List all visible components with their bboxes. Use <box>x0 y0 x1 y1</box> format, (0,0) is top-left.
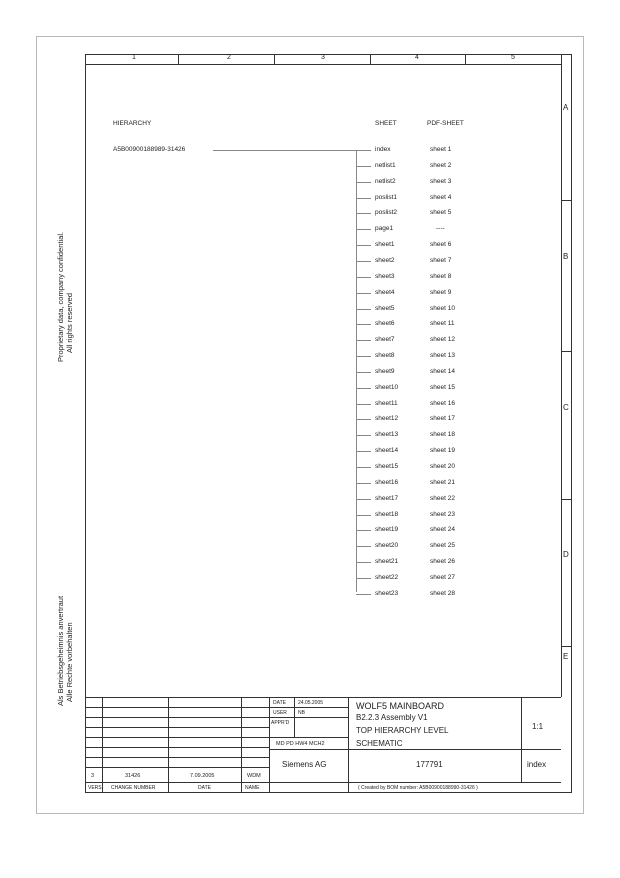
branch-line <box>356 356 371 357</box>
branch-line <box>356 213 371 214</box>
drawing-frame <box>85 54 572 793</box>
pdf-sheet-entry: sheet 27 <box>430 573 455 581</box>
column-header <box>86 55 561 65</box>
title-line-3: TOP HIERARCHY LEVEL <box>356 726 449 735</box>
column-divider <box>274 55 275 64</box>
branch-line <box>356 515 371 516</box>
branch-line <box>356 324 371 325</box>
rule <box>269 717 348 718</box>
branch-line <box>356 182 371 183</box>
column-divider <box>465 55 466 64</box>
branch-line <box>356 594 371 595</box>
label-change-number: CHANGE NUMBER <box>111 785 156 791</box>
sheet-entry-name: sheet21 <box>375 558 399 566</box>
hierarchy-heading: HIERARCHY <box>113 120 152 127</box>
branch-line <box>356 404 371 405</box>
row-b: B <box>563 252 569 261</box>
branch-line <box>356 261 371 262</box>
sheet-entry-name: sheet17 <box>375 494 399 502</box>
row-divider <box>561 351 572 352</box>
drawing-user: NB <box>298 710 305 716</box>
column-3: 3 <box>321 54 325 61</box>
branch-line <box>356 483 371 484</box>
rule <box>168 697 169 793</box>
label-user-field: USER <box>273 710 287 716</box>
sheet-entry-name: sheet3 <box>375 272 395 280</box>
column-4: 4 <box>415 54 419 61</box>
drawing-date: 24.05.2005 <box>298 700 324 706</box>
branch-line <box>356 277 371 278</box>
row-d: D <box>563 550 569 559</box>
row-divider <box>561 499 572 500</box>
pdf-sheet-entry: sheet 24 <box>430 526 455 534</box>
branch-line <box>356 340 371 341</box>
pdf-sheet-entry: sheet 16 <box>430 399 455 407</box>
label-approved-field: APPR'D <box>271 720 290 726</box>
drawing-number: 177791 <box>416 760 443 769</box>
rule <box>269 697 270 793</box>
sheet-entry-name: sheet4 <box>375 288 395 296</box>
scale: 1:1 <box>532 722 544 731</box>
company-name: Siemens AG <box>282 760 327 769</box>
pdf-sheet-entry: sheet 12 <box>430 336 455 344</box>
branch-line <box>356 388 371 389</box>
pdf-sheet-entry: sheet 26 <box>430 558 455 566</box>
pdf-sheet-entry: sheet 11 <box>430 320 455 328</box>
pdf-sheet-entry: sheet 15 <box>430 383 455 391</box>
sheet-entry-name: sheet1 <box>375 241 395 249</box>
pdf-sheet-entry: sheet 10 <box>430 304 455 312</box>
branch-line <box>356 435 371 436</box>
sheet-entry-name: sheet18 <box>375 510 399 518</box>
root-part-number: A5B00900188989-31426 <box>113 146 186 153</box>
branch-line <box>356 546 371 547</box>
rule <box>269 707 348 708</box>
row-c: C <box>563 403 569 412</box>
label-vers: VERS. <box>88 785 104 791</box>
title-line-4: SCHEMATIC <box>356 739 403 748</box>
sheet-entry-name: sheet20 <box>375 542 399 550</box>
sheet-entry-name: poslist1 <box>375 193 398 201</box>
sheet-heading: SHEET <box>375 120 397 127</box>
pdf-sheet-entry: sheet 23 <box>430 510 455 518</box>
rule <box>269 737 348 738</box>
sheet-entry-name: sheet16 <box>375 478 399 486</box>
sheet-entry-name: sheet13 <box>375 431 399 439</box>
row-divider <box>561 646 572 647</box>
rule <box>102 697 103 793</box>
row-e: E <box>563 652 569 661</box>
pdf-sheet-entry: sheet 17 <box>430 415 455 423</box>
german-notice <box>56 596 74 706</box>
pdf-sheet-entry: sheet 28 <box>430 589 455 597</box>
sheet-entry-name: index <box>375 146 391 153</box>
rule <box>269 749 561 750</box>
revision-change-number: 31426 <box>125 773 141 779</box>
branch-line <box>356 293 371 294</box>
title-line-2: B2.2.3 Assembly V1 <box>356 713 428 722</box>
sheet-entry-name: sheet12 <box>375 415 399 423</box>
column-1: 1 <box>132 54 136 61</box>
rule <box>241 697 242 793</box>
rule <box>294 697 295 737</box>
department-code: MD PD HW4 MCH2 <box>276 741 325 747</box>
pdf-sheet-entry: ---- <box>436 225 445 233</box>
pdf-sheet-entry: sheet 25 <box>430 542 455 550</box>
title-block-top-border <box>86 697 561 698</box>
label-date-field: DATE <box>273 700 286 706</box>
sheet-entry-name: sheet23 <box>375 589 399 597</box>
sheet-entry-name: sheet9 <box>375 367 395 375</box>
branch-line <box>356 451 371 452</box>
pdf-sheet-entry: sheet 18 <box>430 431 455 439</box>
rule <box>86 782 561 783</box>
branch-line <box>356 562 371 563</box>
branch-line <box>356 150 371 151</box>
pdf-sheet-heading: PDF-SHEET <box>427 120 464 127</box>
rule <box>521 697 522 782</box>
branch-line <box>356 578 371 579</box>
sheet-entry-name: sheet10 <box>375 383 399 391</box>
revision-date: 7.09.2005 <box>190 773 215 779</box>
revision-name: WDM <box>247 773 261 779</box>
pdf-sheet-entry: sheet 20 <box>430 463 455 470</box>
sheet-entry-name: sheet5 <box>375 304 395 312</box>
confidential-line-2: All rights reserved <box>65 292 74 353</box>
branch-line <box>356 419 371 420</box>
sheet-entry-name: sheet7 <box>375 336 395 344</box>
german-line-1: Als Betriebsgeheimnis anvertraut <box>56 595 65 706</box>
pdf-sheet-entry: sheet 9 <box>430 288 452 296</box>
sheet-entry-name: sheet8 <box>375 352 395 360</box>
pdf-sheet-entry: sheet 3 <box>430 177 452 185</box>
branch-line <box>356 229 371 230</box>
root-connector <box>213 150 371 151</box>
branch-line <box>356 499 371 500</box>
branch-line <box>356 530 371 531</box>
sheet-entry-name: poslist2 <box>375 209 398 217</box>
sheet-entry-name: page1 <box>375 225 394 233</box>
german-line-2: Alle Rechte vorbehalten <box>65 622 74 702</box>
pdf-sheet-entry: sheet 5 <box>430 209 452 217</box>
sheet-entry-name: netlist2 <box>375 177 396 185</box>
row-a: A <box>563 103 569 112</box>
sheet-entry-name: sheet19 <box>375 526 399 534</box>
branch-line <box>356 372 371 373</box>
label-name: NAME <box>245 785 260 791</box>
pdf-sheet-entry: sheet 2 <box>430 161 452 169</box>
row-header <box>561 55 573 697</box>
sheet-entry-name: sheet22 <box>375 573 399 581</box>
pdf-sheet-entry: sheet 19 <box>430 447 455 455</box>
pdf-sheet-entry: sheet 7 <box>430 256 452 264</box>
confidential-notice <box>56 232 74 362</box>
pdf-sheet-entry: sheet 13 <box>430 352 455 360</box>
sheet-entry-name: sheet11 <box>375 399 398 407</box>
branch-line <box>356 198 371 199</box>
pdf-sheet-entry: sheet 22 <box>430 494 455 502</box>
pdf-sheet-entry: sheet 8 <box>430 272 452 280</box>
pdf-sheet-entry: sheet 21 <box>430 478 455 486</box>
rule <box>348 697 349 793</box>
column-divider <box>370 55 371 64</box>
title-line-1: WOLF5 MAINBOARD <box>356 701 445 711</box>
pdf-sheet-entry: sheet 6 <box>430 241 452 249</box>
branch-line <box>356 245 371 246</box>
sheet-entry-name: sheet15 <box>375 463 399 470</box>
sheet-entry-name: sheet2 <box>375 256 395 264</box>
column-5: 5 <box>511 54 515 61</box>
sheet-entry-name: sheet14 <box>375 447 399 455</box>
column-divider <box>178 55 179 64</box>
sheet-entry-name: sheet6 <box>375 320 395 328</box>
pdf-sheet-entry: sheet 1 <box>430 146 452 153</box>
created-by-note: ( Created by BOM number: A5B00900188990-31426 ) <box>358 785 478 791</box>
pdf-sheet-entry: sheet 4 <box>430 193 452 201</box>
branch-line <box>356 309 371 310</box>
label-date: DATE <box>198 785 211 791</box>
revision-vers: 3 <box>91 773 95 779</box>
sheet-name: index <box>527 760 547 769</box>
column-2: 2 <box>227 54 231 61</box>
confidential-line-1: Proprietary data, company confidential. <box>56 231 65 362</box>
row-divider <box>561 200 572 201</box>
title-block <box>86 697 561 793</box>
sheet-entry-name: netlist1 <box>375 161 396 169</box>
branch-line <box>356 166 371 167</box>
branch-line <box>356 467 371 468</box>
pdf-sheet-entry: sheet 14 <box>430 367 455 375</box>
